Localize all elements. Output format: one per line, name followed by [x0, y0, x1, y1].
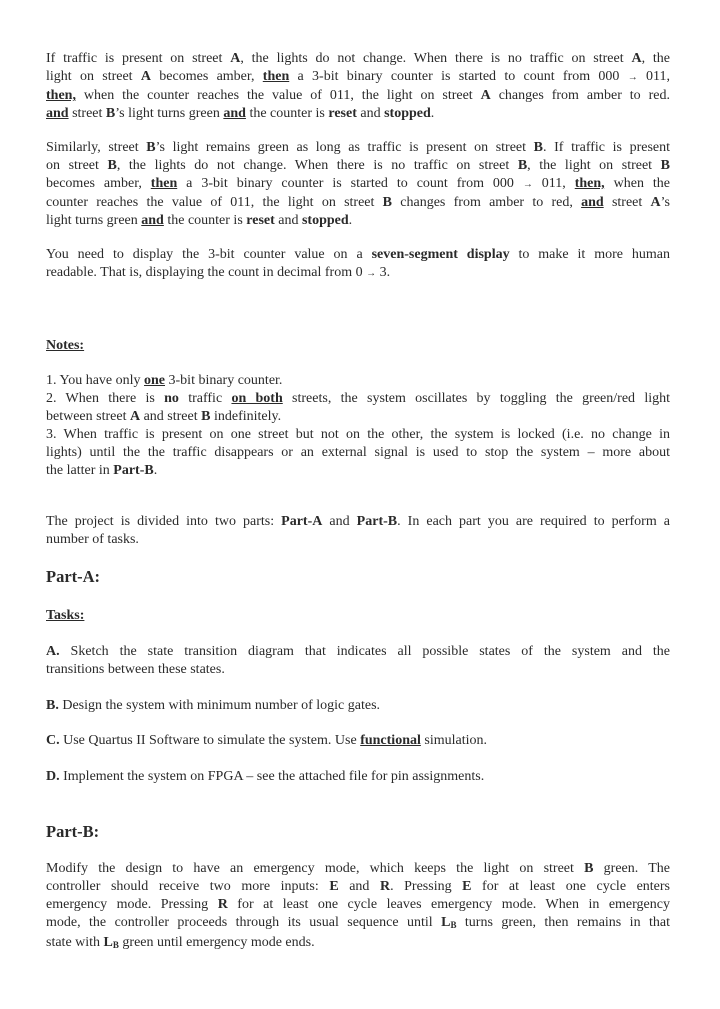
text-run: Sketch the state transition diagram that indicates all possible states of the system and the	[59, 644, 670, 659]
text-line	[46, 697, 670, 715]
text-run: . Pressing	[390, 879, 463, 894]
part-b-heading: Part-B:	[46, 822, 100, 841]
text-line	[46, 246, 670, 264]
text-run: the latter in	[46, 463, 114, 478]
text-line	[46, 50, 670, 68]
text-line	[46, 264, 670, 283]
text-run: ’s	[660, 195, 670, 210]
text-run: simulation.	[420, 733, 487, 748]
bold-text: Part-B	[356, 514, 398, 529]
note-item-2	[46, 390, 670, 426]
text-run: when the counter reaches the value of 011, the light on street	[75, 88, 481, 103]
note-item-1	[46, 372, 670, 390]
bold-text: B.	[46, 698, 59, 713]
text-run: changes from amber to red.	[490, 88, 670, 103]
task-b	[46, 697, 670, 715]
text-run: The project is divided into two parts:	[46, 514, 282, 529]
tasks-heading-text: Tasks:	[46, 608, 85, 623]
bold-text: A	[631, 51, 642, 66]
text-run: for at least one cycle leaves emergency mode. When in emergency	[227, 897, 670, 912]
text-run: 1. You have only	[46, 373, 145, 388]
text-run: the counter is	[163, 213, 247, 228]
underlined-bold-text: on both	[231, 391, 283, 406]
part-a-heading: Part-A:	[46, 567, 101, 586]
bold-text: L	[441, 915, 451, 930]
bold-text: B	[382, 195, 393, 210]
bold-text: D.	[46, 769, 60, 784]
bold-text: stopped	[301, 213, 349, 228]
text-run: ’s light remains green as long as traffic is present on street	[155, 140, 534, 155]
text-run: becomes amber,	[46, 176, 151, 191]
right-arrow-icon: →	[522, 179, 533, 190]
text-run: and	[274, 213, 302, 228]
text-run: 011,	[532, 176, 575, 191]
text-run: green. The	[593, 861, 670, 876]
text-line	[46, 87, 670, 105]
underlined-bold-text: and	[46, 106, 69, 121]
text-line	[46, 462, 670, 480]
underlined-bold-text: and	[581, 195, 604, 210]
text-line	[46, 105, 670, 123]
text-run: . In each part you are required to perform a	[397, 514, 670, 529]
bold-text: C.	[46, 733, 60, 748]
text-run: changes from amber to red,	[392, 195, 582, 210]
bold-text: seven-segment display	[371, 247, 510, 262]
text-run: streets, the system oscillates by toggling the green/red light	[282, 391, 670, 406]
text-run: turns green, then remains in that	[456, 915, 670, 930]
notes-heading-text: Notes:	[46, 338, 85, 353]
right-arrow-icon: →	[366, 268, 377, 279]
underlined-bold-text: functional	[360, 733, 421, 748]
bold-text: B	[201, 409, 211, 424]
text-run: 3-bit binary counter.	[165, 373, 283, 388]
text-line	[46, 194, 670, 212]
text-run: to make it more human	[509, 247, 670, 262]
bold-text: A	[140, 69, 151, 84]
text-line	[46, 643, 670, 661]
text-run: , the	[641, 51, 670, 66]
text-run: and	[322, 514, 357, 529]
text-run: the counter is	[245, 106, 329, 121]
bold-text: L	[103, 935, 113, 950]
text-run: mode, the controller proceeds through its usual sequence until	[46, 915, 442, 930]
text-run: 3.	[376, 265, 391, 280]
text-run: 3. When traffic is present on one street but not on the other, the system is locked (i.e. no change in	[46, 427, 670, 442]
bold-text: B	[107, 158, 117, 173]
text-line	[46, 513, 670, 531]
text-line	[46, 157, 670, 175]
text-run: transitions between these states.	[46, 662, 225, 677]
bold-text: reset	[246, 213, 275, 228]
bold-text: A.	[46, 644, 60, 659]
bold-text: E	[329, 879, 339, 894]
bold-text: B	[584, 861, 594, 876]
intro-paragraph-3	[46, 246, 670, 283]
underlined-bold-text: one	[144, 373, 166, 388]
bold-text: A	[480, 88, 491, 103]
text-run: green until emergency mode ends.	[118, 935, 315, 950]
text-run: .	[348, 213, 353, 228]
text-run: Similarly, street	[46, 140, 147, 155]
text-run: .	[430, 106, 435, 121]
text-run: a 3-bit binary counter is started to count from 000	[289, 69, 628, 84]
bold-text: A	[129, 409, 141, 424]
task-d	[46, 768, 670, 786]
bold-text: A	[230, 51, 241, 66]
bold-text: Part-B	[113, 463, 154, 478]
text-run: traffic	[178, 391, 232, 406]
text-run: and street	[140, 409, 202, 424]
text-line	[46, 408, 670, 426]
bold-text: B	[105, 106, 116, 121]
text-run: emergency mode. Pressing	[46, 897, 218, 912]
text-run: Modify the design to have an emergency mode, which keeps the light on street	[46, 861, 585, 876]
bold-text: B	[146, 140, 156, 155]
text-run: You need to display the 3-bit counter value on a	[46, 247, 372, 262]
text-run: 2. When there is	[46, 391, 165, 406]
text-run: becomes amber,	[151, 69, 263, 84]
bold-text: R	[379, 879, 391, 894]
text-run: for at least one cycle enters	[471, 879, 670, 894]
text-run: Use Quartus II Software to simulate the system. Use	[59, 733, 361, 748]
text-run: controller should receive two more inputs:	[46, 879, 330, 894]
text-line	[46, 139, 670, 157]
right-arrow-icon: →	[627, 72, 638, 83]
project-intro-paragraph	[46, 513, 670, 549]
underlined-bold-text: then,	[46, 88, 76, 103]
text-run: street	[68, 106, 106, 121]
text-line	[46, 934, 670, 954]
text-line	[46, 661, 670, 679]
text-line	[46, 768, 670, 786]
text-line	[46, 860, 670, 878]
bold-text: stopped	[384, 106, 431, 121]
text-run: readable. That is, displaying the count in decimal from 0	[46, 265, 367, 280]
bold-text: no	[164, 391, 179, 406]
text-run: state with	[46, 935, 104, 950]
text-line	[46, 878, 670, 896]
text-line	[46, 426, 670, 444]
text-line	[46, 212, 670, 230]
bold-text: B	[517, 158, 528, 173]
text-run: , the light on street	[527, 158, 661, 173]
text-line	[46, 175, 670, 194]
task-a	[46, 643, 670, 679]
bold-text: R	[217, 897, 228, 912]
text-line	[46, 444, 670, 462]
text-run: and	[338, 879, 380, 894]
subscript-text: B	[112, 940, 119, 950]
text-line	[46, 732, 670, 750]
text-run: ’s light turns green	[115, 106, 224, 121]
underlined-bold-text: then,	[574, 176, 605, 191]
bold-text: B	[533, 140, 544, 155]
bold-text: B	[660, 158, 670, 173]
text-run: Design the system with minimum number of logic gates.	[58, 698, 381, 713]
text-run: .	[153, 463, 158, 478]
text-run: when the	[604, 176, 670, 191]
bold-text: Part-A	[281, 514, 323, 529]
text-line	[46, 372, 670, 390]
text-run: Implement the system on FPGA – see the attached file for pin assignments.	[59, 769, 485, 784]
tasks-heading	[46, 607, 670, 625]
text-run: , the lights do not change. When there is no traffic on street	[116, 158, 518, 173]
text-run: light on street	[46, 69, 141, 84]
text-run: number of tasks.	[46, 532, 139, 547]
text-line	[46, 68, 670, 87]
underlined-bold-text: then	[262, 69, 290, 84]
text-run: lights) until the the traffic disappears or an external signal is used to stop the system – more about	[46, 445, 670, 460]
text-run: 011,	[637, 69, 670, 84]
text-run: a 3-bit binary counter is started to count from 000	[177, 176, 523, 191]
text-line	[46, 914, 670, 934]
text-run: indefinitely.	[210, 409, 282, 424]
text-line	[46, 896, 670, 914]
text-run: If traffic is present on street	[46, 51, 231, 66]
text-line	[46, 390, 670, 408]
subscript-text: B	[450, 920, 457, 930]
intro-paragraph-2	[46, 139, 670, 230]
text-run: and	[356, 106, 385, 121]
underlined-bold-text: and	[223, 106, 246, 121]
intro-paragraph-1	[46, 50, 670, 123]
bold-text: reset	[328, 106, 357, 121]
underlined-bold-text: then	[150, 176, 178, 191]
note-item-3	[46, 426, 670, 480]
text-run: between street	[46, 409, 130, 424]
text-run: street	[603, 195, 651, 210]
part-b-paragraph	[46, 860, 670, 954]
text-run: light turns green	[46, 213, 142, 228]
text-run: on street	[46, 158, 108, 173]
text-run: , the lights do not change. When there is no traffic on street	[240, 51, 632, 66]
notes-heading	[46, 337, 670, 355]
text-run: counter reaches the value of 011, the light on street	[46, 195, 383, 210]
bold-text: A	[650, 195, 661, 210]
bold-text: E	[462, 879, 472, 894]
task-c	[46, 732, 670, 750]
text-line	[46, 531, 670, 549]
underlined-bold-text: and	[141, 213, 164, 228]
text-run: . If traffic is present	[543, 140, 671, 155]
